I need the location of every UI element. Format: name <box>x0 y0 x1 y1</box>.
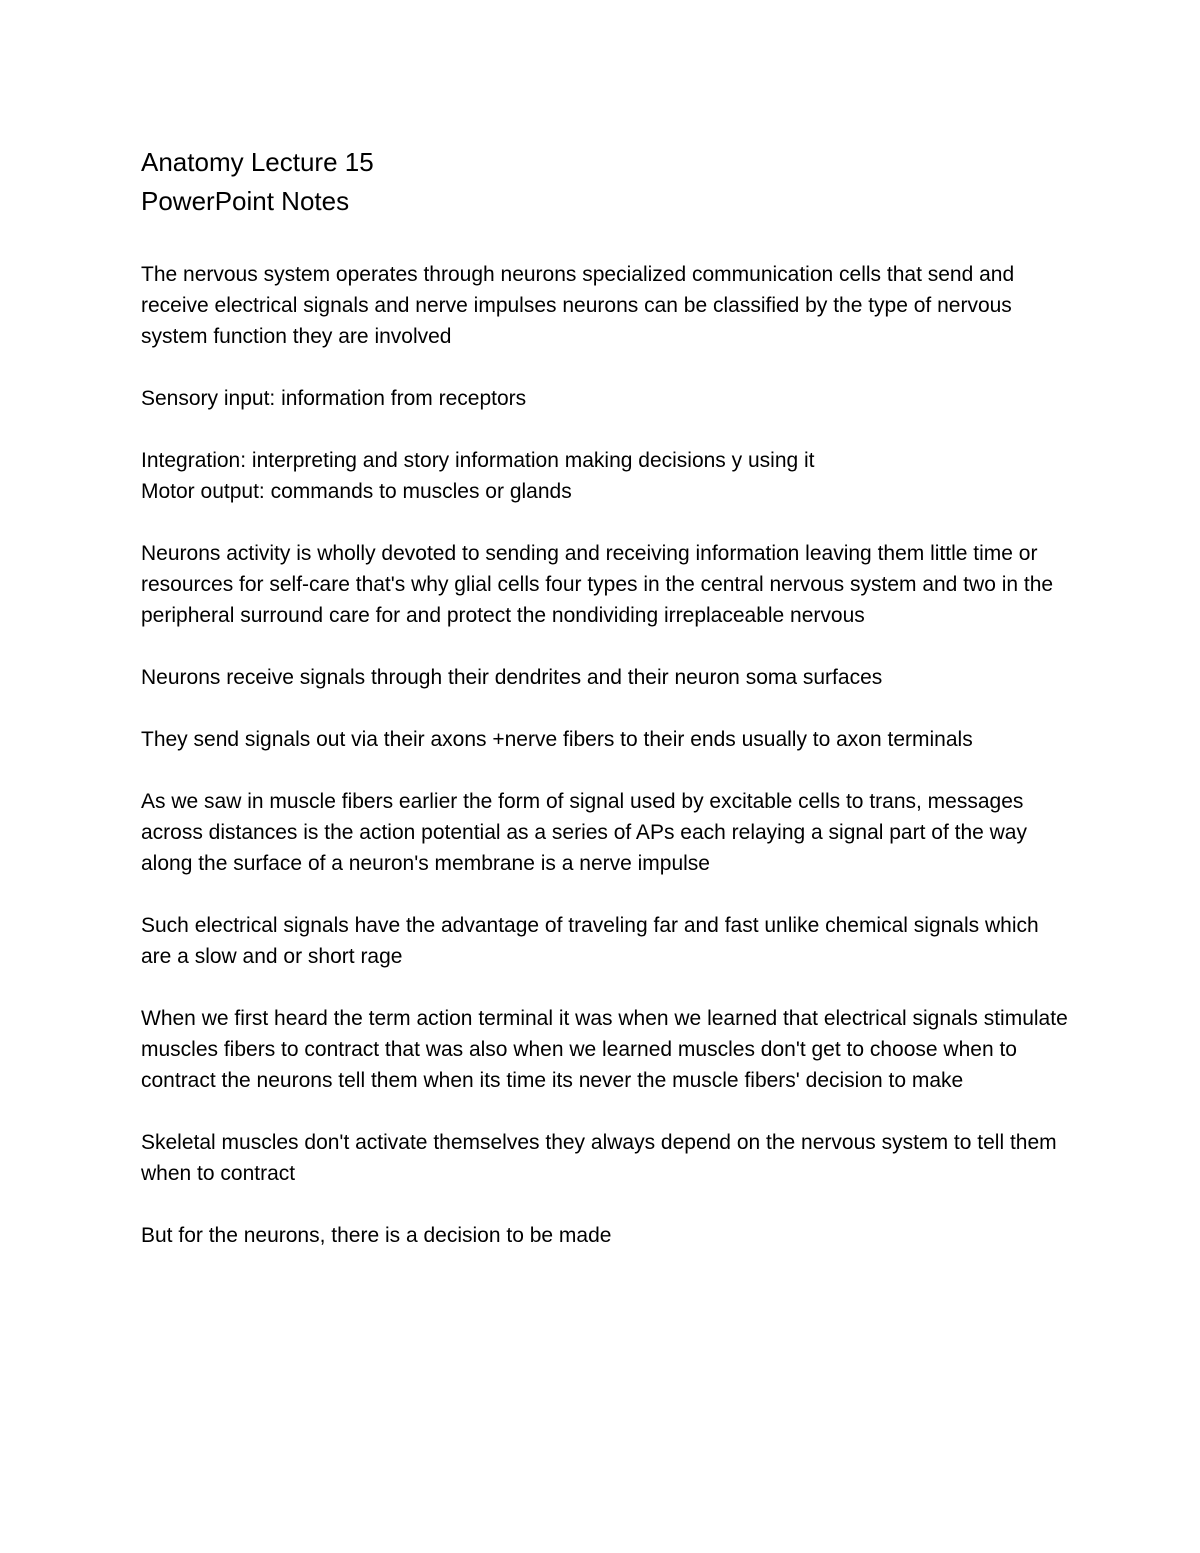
document-body <box>141 143 1071 1282</box>
document-subtitle: PowerPoint Notes <box>141 186 350 216</box>
title-block <box>141 143 1071 221</box>
paragraph-skeletal-muscles: Skeletal muscles don't activate themselves they always depend on the nervous system to tell them when to contract <box>141 1131 1057 1185</box>
document-title: Anatomy Lecture 15 <box>141 147 374 177</box>
paragraph-sensory-input: Sensory input: information from receptors <box>141 387 527 410</box>
paragraph-neuron-activity: Neurons activity is wholly devoted to sending and receiving information leaving them little time or resources for self-care that's why glial cells four types in the central nervous system and two in the peripheral surround care for and protect the nondividing irreplaceable nervous <box>141 542 1054 627</box>
paragraph-motor-output: Motor output: commands to muscles or glands <box>141 480 572 503</box>
paragraph-action-potential: As we saw in muscle fibers earlier the form of signal used by excitable cells to trans, messages across distances is the action potential as a series of APs each relaying a signal part of the way along the surface of a neuron's membrane is a nerve impulse <box>141 790 1027 875</box>
paragraph-decision: But for the neurons, there is a decision to be made <box>141 1224 612 1247</box>
paragraph-nervous-system: The nervous system operates through neurons specialized communication cells that send and receive electrical signals and nerve impulses neurons can be classified by the type of nervous system function they are involved <box>141 263 1015 348</box>
paragraph-send-signals: They send signals out via their axons +nerve fibers to their ends usually to axon terminals <box>141 728 973 751</box>
paragraph-receive-signals: Neurons receive signals through their dendrites and their neuron soma surfaces <box>141 666 883 689</box>
paragraph-action-terminal: When we first heard the term action terminal it was when we learned that electrical signals stimulate muscles fibers to contract that was also when we learned muscles don't get to choose when to contract the neurons tell them when its time its never the muscle fibers' decision to make <box>141 1007 1068 1092</box>
paragraph-electrical-signals: Such electrical signals have the advantage of traveling far and fast unlike chemical signals which are a slow and or short rage <box>141 914 1039 968</box>
paragraph-integration: Integration: interpreting and story information making decisions y using it <box>141 449 815 472</box>
